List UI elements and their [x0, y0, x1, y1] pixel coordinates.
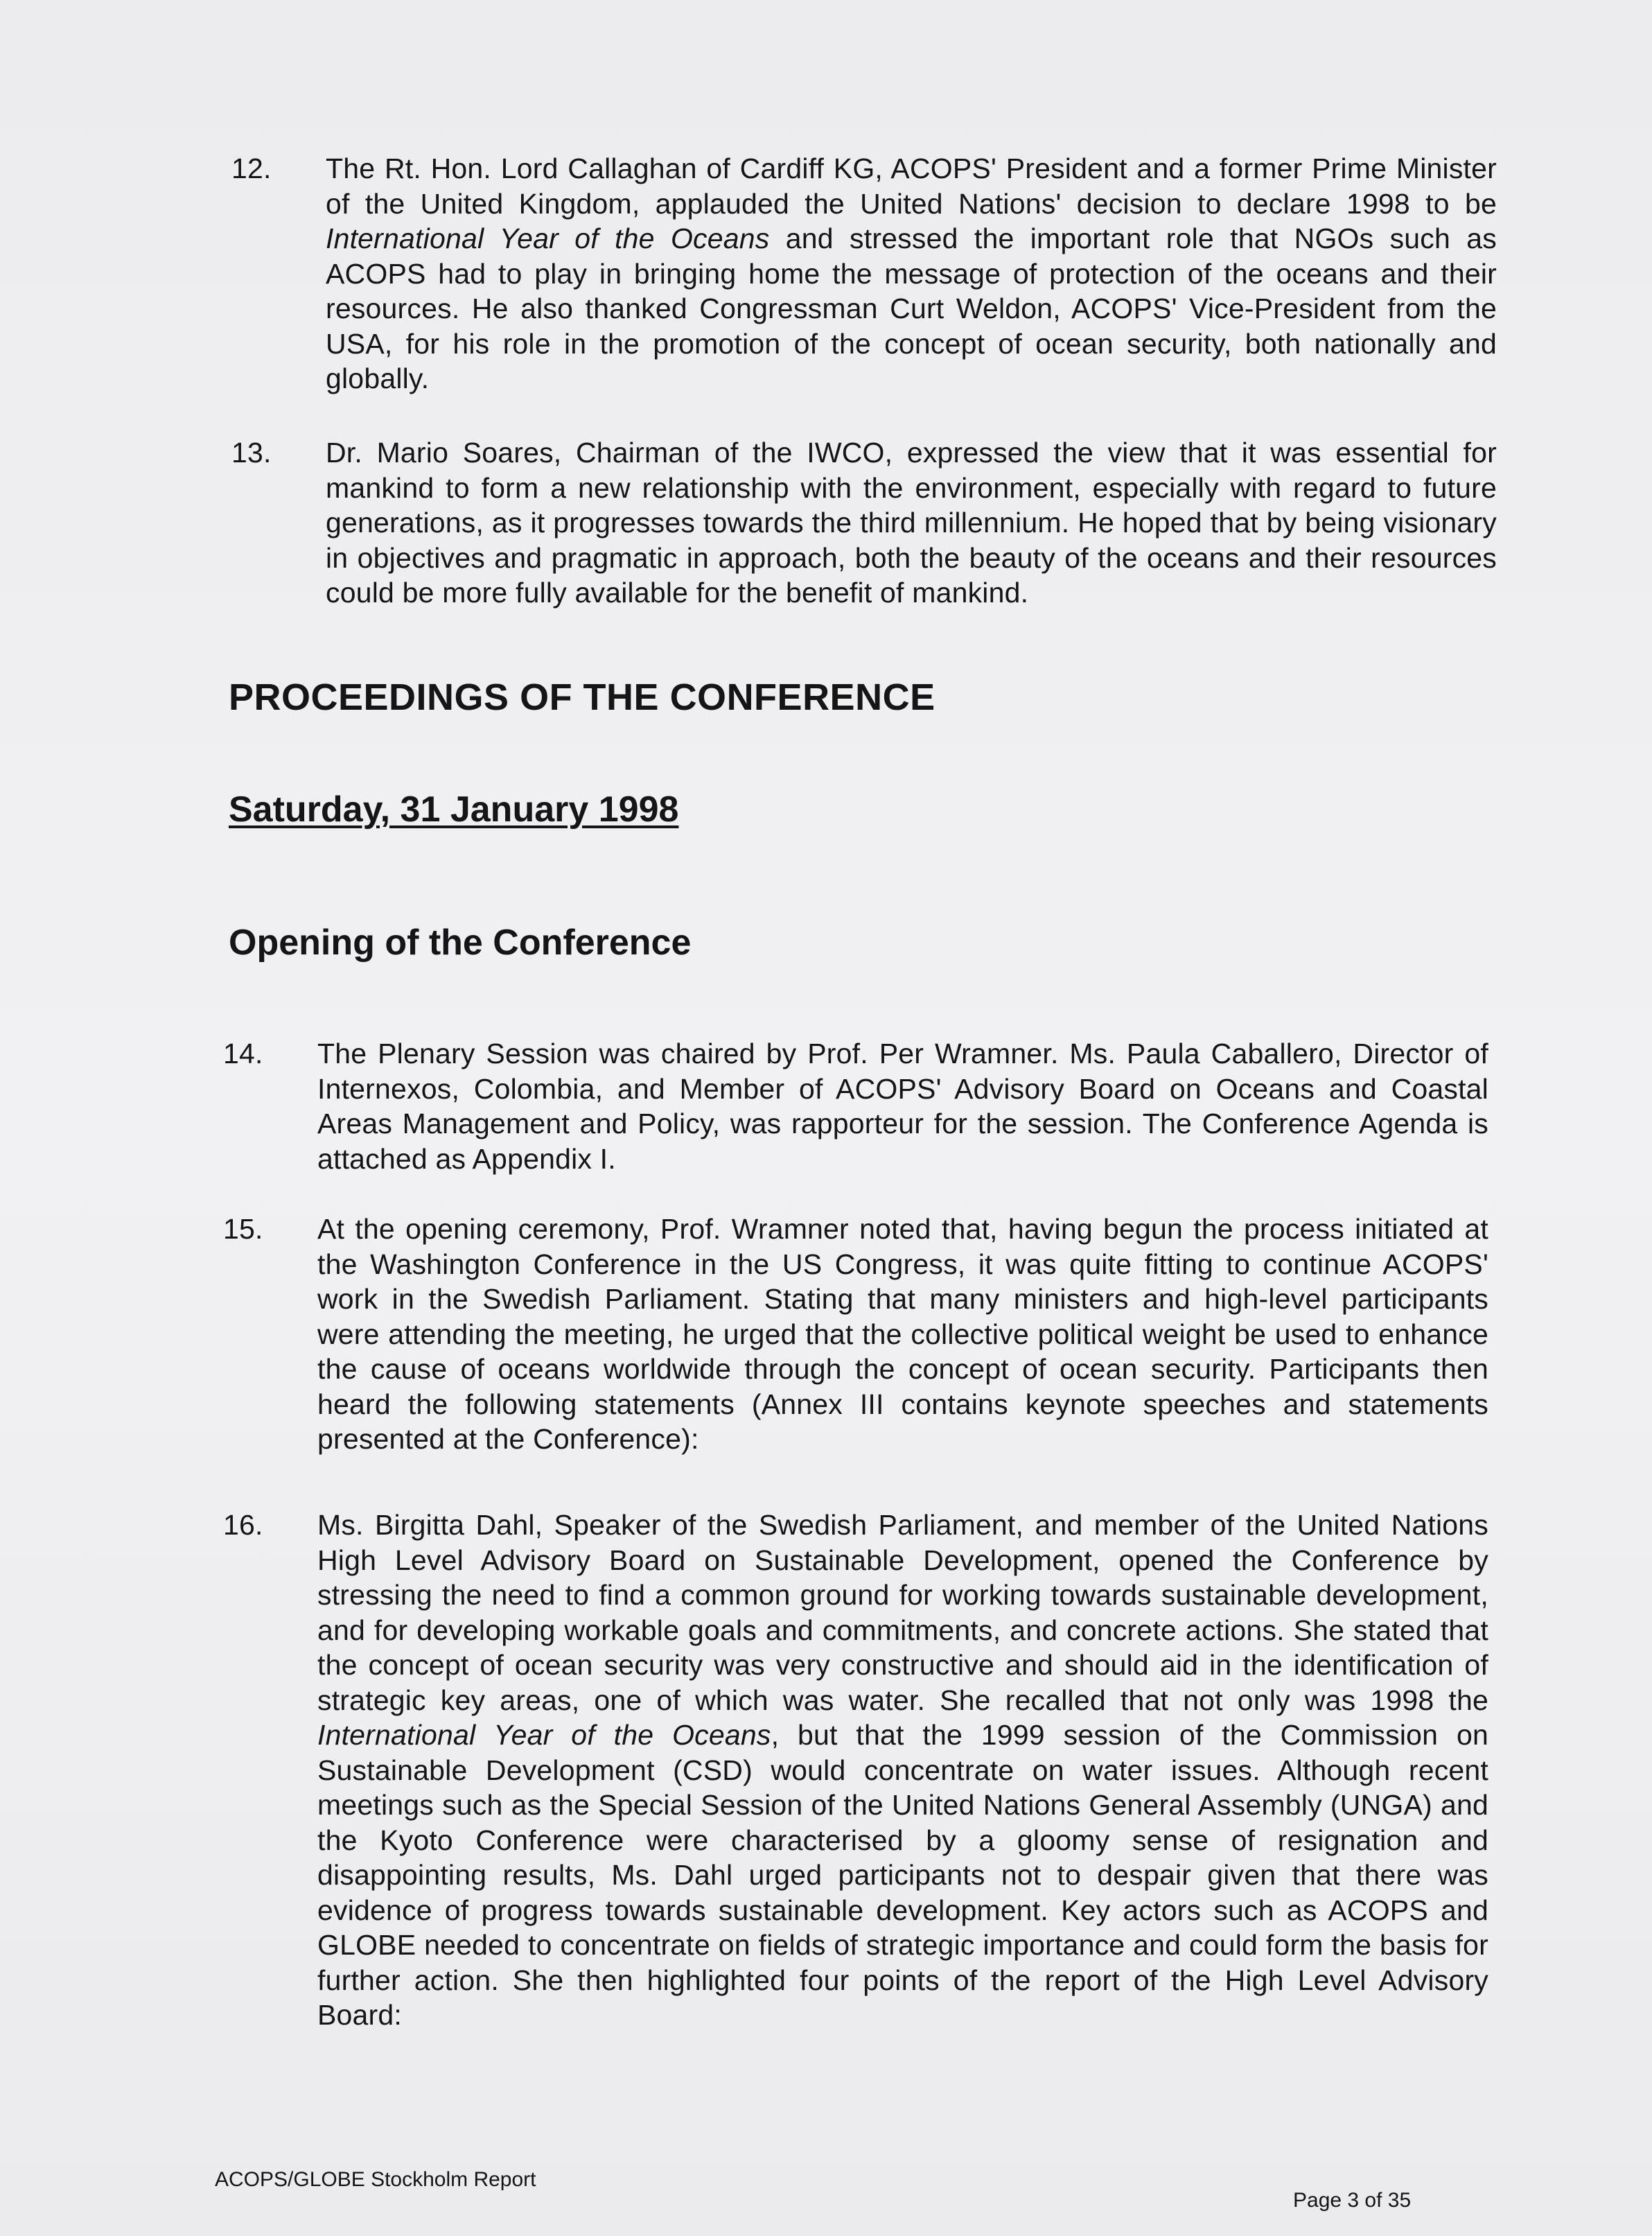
- paragraph-text-part: The Rt. Hon. Lord Callaghan of Cardiff KG, ACOPS' President and a former Prime Minister of the United Kingdom, applauded the United Nations' decision to declare 1998 to be: [326, 152, 1497, 220]
- italic-title: International Year of the Oceans: [317, 1719, 771, 1751]
- paragraph-16: [223, 1508, 1488, 2033]
- italic-title: International Year of the Oceans: [326, 222, 770, 254]
- paragraph-number: 13.: [231, 437, 272, 469]
- paragraph-text: The Plenary Session was chaired by Prof. Per Wramner. Ms. Paula Caballero, Director of Internexos, Colombia, and Member of ACOPS' Advisory Board on Oceans and Coastal Areas Management and Policy, was rapporteur for the session. The Conference Agenda is attached as Appendix I.: [317, 1038, 1488, 1175]
- paragraph-text: At the opening ceremony, Prof. Wramner noted that, having begun the process initiated at the Washington Conference in the US Congress, it was quite fitting to continue ACOPS' work in the Swedish Parliament. Stating that many ministers and high-level participants were attending the meeting, he urged that the collective political weight be used to enhance the cause of oceans worldwide through the concept of ocean security. Participants then heard the following statements (Annex III contains keynote speeches and statements presented at the Conference):: [317, 1213, 1488, 1455]
- paragraph-text-part: , but that the 1999 session of the Commission on Sustainable Development (CSD) would concentrate on water issues. Although recent meetings such as the Special Session of the United Nations General Assembly (UNGA) and the Kyoto Conference were characterised by a gloomy sense of resignation and disappointing results, Ms. Dahl urged participants not to despair given that there was evidence of progress towards sustainable development. Key actors such as ACOPS and GLOBE needed to concentrate on fields of strategic importance and could form the basis for further action. She then highlighted four points of the report of the High Level Advisory Board:: [317, 1719, 1488, 2031]
- paragraph-text-part: and stressed the important role that NGOs such as ACOPS had to play in bringing home the message of protection of the oceans and their resources. He also thanked Congressman Curt Weldon, ACOPS' Vice-President from the USA, for his role in the promotion of the concept of ocean security, both nationally and globally.: [326, 222, 1497, 394]
- paragraph-14: [223, 1036, 1488, 1176]
- section-heading: PROCEEDINGS OF THE CONFERENCE: [229, 676, 935, 718]
- paragraph-number: 14.: [223, 1038, 263, 1069]
- paragraph-number: 16.: [223, 1509, 263, 1541]
- paragraph-13: [231, 435, 1497, 611]
- paragraph-text: [317, 1508, 1488, 2033]
- paragraph-number: 12.: [231, 152, 272, 184]
- footer-page-number: Page 3 of 35: [1293, 2189, 1412, 2212]
- paragraph-text-part: Ms. Birgitta Dahl, Speaker of the Swedish Parliament, and member of the United Nations High Level Advisory Board on Sustainable Development, opened the Conference by stressing the need to find a common ground for working towards sustainable development, and for developing workable goals and commitments, and concrete actions. She stated that the concept of ocean security was very constructive and should aid in the identification of strategic key areas, one of which was water. She recalled that not only was 1998 the: [317, 1509, 1488, 1716]
- date-heading: Saturday, 31 January 1998: [229, 789, 679, 830]
- subsection-heading: Opening of the Conference: [229, 923, 692, 963]
- paragraph-text: Dr. Mario Soares, Chairman of the IWCO, expressed the view that it was essential for mankind to form a new relationship with the environment, especially with regard to future generations, as it progresses towards the third millennium. He hoped that by being visionary in objectives and pragmatic in approach, both the beauty of the oceans and their resources could be more fully available for the benefit of mankind.: [326, 437, 1497, 609]
- paragraph-15: [223, 1212, 1488, 1457]
- paragraph-number: 15.: [223, 1213, 263, 1245]
- paragraph-12: [231, 151, 1497, 396]
- footer-report-title: ACOPS/GLOBE Stockholm Report: [215, 2168, 536, 2191]
- paragraph-text: [326, 151, 1497, 396]
